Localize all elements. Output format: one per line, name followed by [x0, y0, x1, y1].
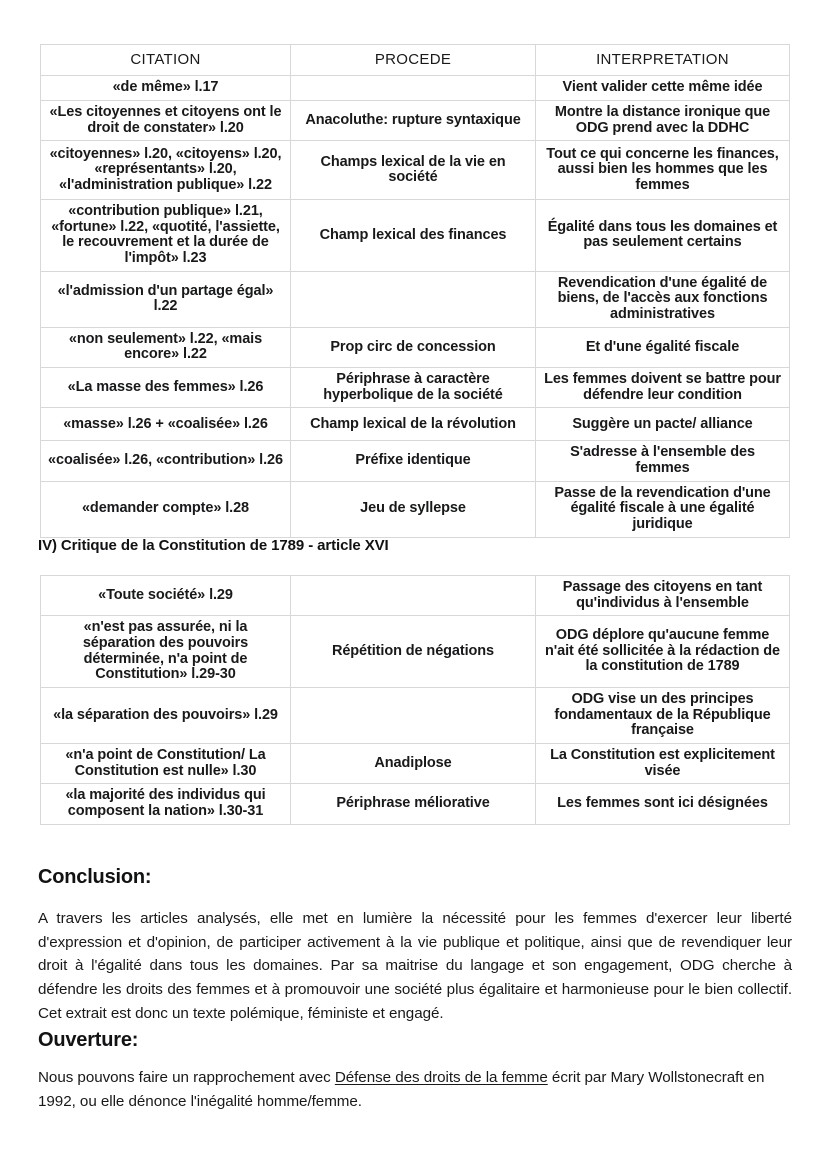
cell-interpretation: Passe de la revendication d'une égalité fiscale à une égalité juridique: [536, 481, 790, 537]
cell-interpretation: ODG vise un des principes fondamentaux de la République française: [536, 687, 790, 743]
table-row: [41, 368, 790, 408]
cell-citation: «la séparation des pouvoirs» l.29: [41, 687, 291, 743]
column-header-procede: PROCEDE: [291, 45, 536, 76]
work-title: Défense des droits de la femme: [334, 1069, 548, 1086]
cell-citation: «la majorité des individus qui composent la nation» l.30-31: [41, 784, 291, 824]
table-row: [41, 784, 790, 824]
table-row: [41, 616, 790, 688]
table-row: [41, 743, 790, 783]
cell-interpretation: ODG déplore qu'aucune femme n'ait été sollicitée à la rédaction de la constitution de 1789: [536, 616, 790, 688]
cell-interpretation: Les femmes doivent se battre pour défendre leur condition: [536, 368, 790, 408]
cell-interpretation: Suggère un pacte/ alliance: [536, 408, 790, 441]
cell-procede: Prop circ de concession: [291, 327, 536, 367]
column-header-interpretation: INTERPRETATION: [536, 45, 790, 76]
cell-citation: «n'est pas assurée, ni la séparation des pouvoirs déterminée, n'a point de Constitution» l.29-30: [41, 616, 291, 688]
column-header-citation: CITATION: [41, 45, 291, 76]
cell-citation: «La masse des femmes» l.26: [41, 368, 291, 408]
cell-citation: «Toute société» l.29: [41, 576, 291, 616]
table-row: [41, 408, 790, 441]
cell-procede: Anacoluthe: rupture syntaxique: [291, 100, 536, 140]
cell-citation: «Les citoyennes et citoyens ont le droit de constater» l.20: [41, 100, 291, 140]
cell-interpretation: Les femmes sont ici désignées: [536, 784, 790, 824]
cell-procede: Jeu de syllepse: [291, 481, 536, 537]
ouverture-heading: Ouverture:: [38, 1029, 139, 1051]
cell-citation: «citoyennes» l.20, «citoyens» l.20, «représentants» l.20, «l'administration publique» l.22: [41, 141, 291, 200]
cell-citation: «coalisée» l.26, «contribution» l.26: [41, 441, 291, 481]
cell-interpretation: Égalité dans tous les domaines et pas seulement certains: [536, 200, 790, 272]
ouverture-paragraph: [38, 1066, 792, 1113]
cell-citation: «demander compte» l.28: [41, 481, 291, 537]
table-row: [41, 271, 790, 327]
cell-procede: [291, 271, 536, 327]
table-row: [41, 200, 790, 272]
cell-procede: Répétition de négations: [291, 616, 536, 688]
cell-interpretation: Et d'une égalité fiscale: [536, 327, 790, 367]
cell-procede: Périphrase à caractère hyperbolique de la société: [291, 368, 536, 408]
table-row: [41, 76, 790, 101]
cell-procede: Anadiplose: [291, 743, 536, 783]
table-row: [41, 576, 790, 616]
cell-interpretation: Vient valider cette même idée: [536, 76, 790, 101]
analysis-table-articles: [40, 44, 790, 538]
cell-procede: Préfixe identique: [291, 441, 536, 481]
ouverture-text-before: Nous pouvons faire un rapprochement avec: [38, 1069, 335, 1086]
table-header-row: [41, 45, 790, 76]
cell-interpretation: Revendication d'une égalité de biens, de l'accès aux fonctions administratives: [536, 271, 790, 327]
section-heading-part-iv: IV) Critique de la Constitution de 1789 - article XVI: [38, 537, 389, 554]
cell-interpretation: Passage des citoyens en tant qu'individus à l'ensemble: [536, 576, 790, 616]
cell-interpretation: La Constitution est explicitement visée: [536, 743, 790, 783]
table-row: [41, 327, 790, 367]
table-row: [41, 100, 790, 140]
conclusion-paragraph: A travers les articles analysés, elle met en lumière la nécessité pour les femmes d'exercer leur liberté d'expression et d'opinion, de participer activement à la vie publique et politique, ainsi que de revendiquer leur droit à l'égalité dans tous les domaines. Par sa maitrise du langage et son engagement, ODG cherche à défendre les droits des femmes et à promouvoir une société plus égalitaire et harmonieuse pour le bien collectif. Cet extrait est donc un texte polémique, féministe et engagé.: [38, 910, 792, 1022]
cell-interpretation: Tout ce qui concerne les finances, aussi bien les hommes que les femmes: [536, 141, 790, 200]
cell-citation: «masse» l.26 + «coalisée» l.26: [41, 408, 291, 441]
ouverture-text-after: écrit par Mary Wollstonecraft en 1992, ou elle dénonce l'inégalité homme/femme.: [38, 1069, 765, 1110]
table-row: [41, 687, 790, 743]
table-row: [41, 441, 790, 481]
cell-citation: «de même» l.17: [41, 76, 291, 101]
cell-citation: «n'a point de Constitution/ La Constitution est nulle» l.30: [41, 743, 291, 783]
cell-procede: Périphrase méliorative: [291, 784, 536, 824]
cell-citation: «contribution publique» l.21, «fortune» l.22, «quotité, l'assiette, le recouvrement et la durée de l'impôt» l.23: [41, 200, 291, 272]
table-row: [41, 481, 790, 537]
cell-procede: Champs lexical de la vie en société: [291, 141, 536, 200]
cell-procede: [291, 76, 536, 101]
conclusion-heading: Conclusion:: [38, 866, 152, 888]
cell-citation: «non seulement» l.22, «mais encore» l.22: [41, 327, 291, 367]
cell-procede: Champ lexical de la révolution: [291, 408, 536, 441]
cell-citation: «l'admission d'un partage égal» l.22: [41, 271, 291, 327]
cell-interpretation: S'adresse à l'ensemble des femmes: [536, 441, 790, 481]
table-row: [41, 141, 790, 200]
analysis-table-constitution: [40, 575, 790, 825]
cell-procede: [291, 576, 536, 616]
cell-procede: Champ lexical des finances: [291, 200, 536, 272]
cell-procede: [291, 687, 536, 743]
cell-interpretation: Montre la distance ironique que ODG prend avec la DDHC: [536, 100, 790, 140]
